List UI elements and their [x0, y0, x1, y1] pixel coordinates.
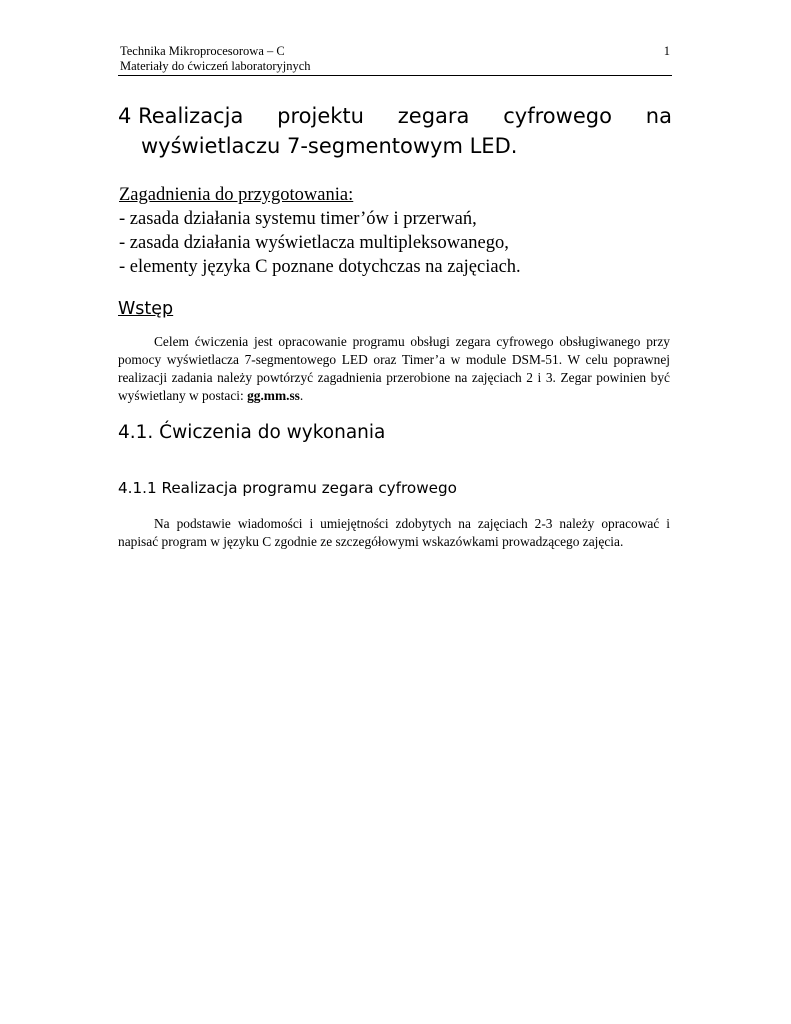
chapter-title-word: projektu — [277, 104, 364, 128]
intro-heading: Wstęp — [118, 299, 174, 319]
preparation-block — [119, 183, 673, 279]
chapter-title-line1 — [118, 101, 672, 131]
intro-end: . — [299, 388, 304, 403]
page-number: 1 — [663, 44, 670, 58]
chapter-title-word: zegara — [397, 104, 470, 128]
subsection-paragraph: Na podstawie wiadomości i umiejętności zdobytych na zajęciach 2-3 należy opracować i napisać program w języku C zgodnie ze szczegółowymi wskazówkami prowadzącego zajęcia. — [118, 516, 670, 549]
subsection-heading-4-1-1: 4.1.1 Realizacja programu zegara cyfrowego — [118, 479, 457, 497]
chapter-title — [118, 101, 672, 161]
chapter-title-number-word — [118, 101, 243, 131]
preparation-item: - zasada działania systemu timer’ów i przerwań, — [119, 209, 477, 229]
chapter-title-word: Realizacja — [138, 104, 244, 128]
clock-format: gg.mm.ss — [247, 388, 300, 403]
page-header — [118, 42, 672, 76]
intro-paragraph — [118, 333, 670, 405]
section-heading-4-1: 4.1. Ćwiczenia do wykonania — [118, 422, 386, 443]
preparation-heading: Zagadnienia do przygotowania: — [119, 185, 354, 205]
chapter-number: 4 — [118, 104, 132, 128]
intro-text: Celem ćwiczenia jest opracowanie programu obsługi zegara cyfrowego obsługiwanego przy pomocy wyświetlacza 7-segmentowego LED oraz Timer’a w module DSM-51. W celu poprawnej realizacji zadania należy powtórzyć zagadnienia przerobione na zajęciach 2 i 3. Zegar powinien być wyświetlany w postaci: — [118, 334, 670, 403]
preparation-item: - zasada działania wyświetlacza multipleksowanego, — [119, 233, 509, 253]
chapter-title-line2: wyświetlaczu 7-segmentowym LED. — [141, 134, 518, 158]
header-course-title: Technika Mikroprocesorowa – C — [120, 44, 285, 58]
chapter-title-word: na — [645, 104, 672, 128]
chapter-title-word: cyfrowego — [503, 104, 612, 128]
header-subtitle: Materiały do ćwiczeń laboratoryjnych — [120, 59, 311, 73]
preparation-item: - elementy języka C poznane dotychczas na zajęciach. — [119, 257, 521, 277]
header-divider — [118, 75, 672, 76]
